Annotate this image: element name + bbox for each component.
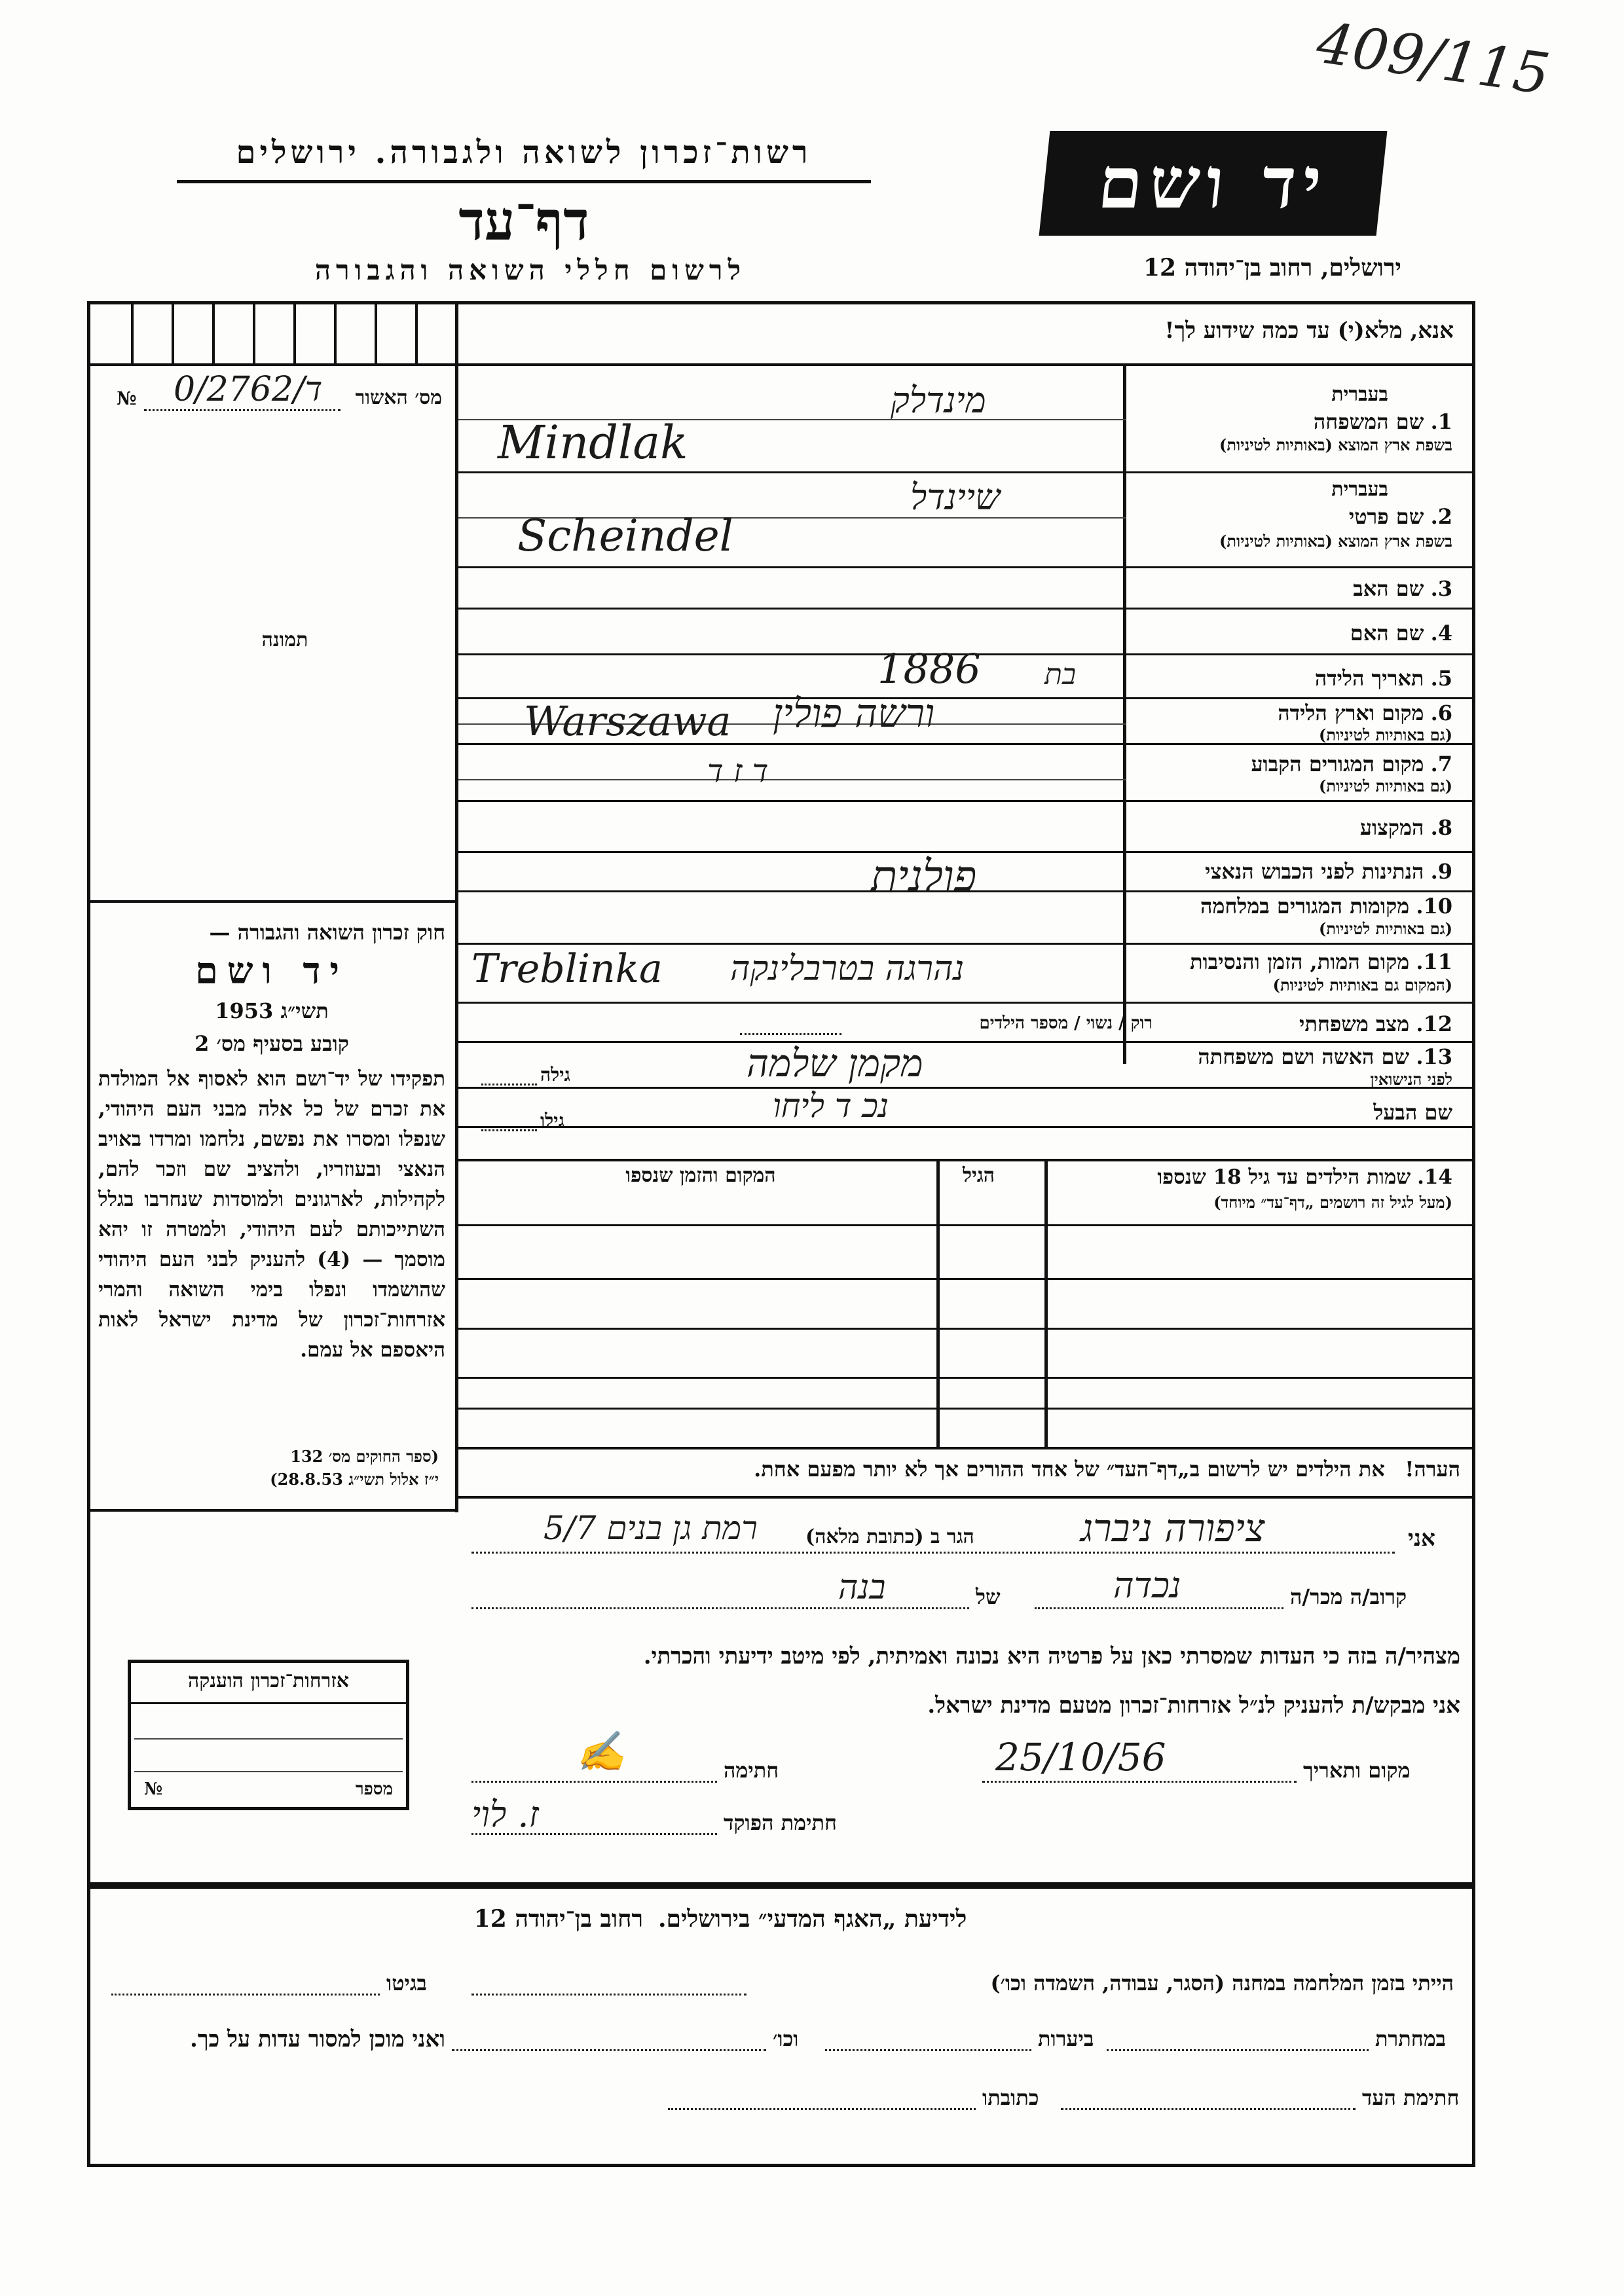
label-column-divider — [1123, 363, 1126, 1064]
field-6-latin-value[interactable]: Warszawa — [524, 697, 731, 745]
declarant-of-value[interactable]: בנה — [838, 1568, 886, 1607]
place-date-label: מקום ותאריך — [1303, 1758, 1411, 1783]
field-7-value[interactable]: ד ז ד — [707, 753, 769, 790]
field-9-label: 9. הנתינות לפני הכבוש הנאצי — [1205, 859, 1452, 884]
signature-label: חתימה — [724, 1758, 779, 1783]
bottom-etc: וכו׳ — [773, 2026, 799, 2051]
bottom-forests: ביערות — [1038, 2026, 1094, 2051]
declarant-of-label: של — [976, 1584, 1001, 1609]
law-year: תשי״ג 1953 — [215, 998, 329, 1023]
field-6-label: 6. מקום וארץ הלידה — [1278, 701, 1452, 725]
field-7-sub: (גם באותיות לטיניות) — [1318, 776, 1452, 795]
field-9-value[interactable]: פולנית — [871, 851, 977, 902]
field-12-options: רוק / נשוי / מספר הילדים — [979, 1013, 1153, 1033]
form-title: דף־עד — [458, 190, 589, 253]
field-13-label: 13. שם האשה ושם משפחתה — [1198, 1044, 1452, 1069]
field-8-label: 8. המקצוע — [1359, 815, 1452, 840]
law-source: (ספר החוקים מס׳ 132 — [290, 1447, 439, 1466]
logo-text: יד ושם — [1094, 142, 1332, 225]
field-1-latin-value[interactable]: Mindlak — [498, 416, 688, 469]
field-2-sub: בשפת ארץ המוצא (באותיות לטיניות) — [1219, 532, 1452, 551]
husband-label: שם הבעל — [1373, 1100, 1452, 1125]
field-1-sub: בשפת ארץ המוצא (באותיות לטיניות) — [1219, 435, 1452, 454]
children-note: הערה! את הילדים יש לרשום ב„דף־העד״ של אחד ההורים אך לא יותר מפעם אחת. — [754, 1457, 1460, 1482]
children-sub: (מעל לגיל זה רושמים „דף־עד״ מיוחד) — [1213, 1193, 1452, 1212]
field-10-sub: (גם באותיות לטיניות) — [1318, 919, 1452, 938]
law-date: י״ז אלול תשי״ג 28.8.53) — [270, 1470, 439, 1489]
field-2-latin-value[interactable]: Scheindel — [517, 511, 733, 561]
field-5-value[interactable]: 1886 — [877, 645, 981, 693]
photo-label: תמונה — [261, 629, 308, 651]
law-title: חוק זכרון השואה והגבורה — — [209, 920, 445, 945]
field-2-hebrew-tag: בעברית — [1331, 478, 1388, 501]
archive-number: 409/115 — [1312, 10, 1554, 108]
form-subtitle: לרשום חללי השואה והגבורה — [314, 254, 747, 286]
children-col-place: המקום והזמן שנספו — [625, 1164, 776, 1187]
clerk-label: חתימת הפוקד — [724, 1810, 837, 1835]
clerk-value: ז. לוי — [471, 1794, 539, 1835]
field-5-label: 5. תאריך הלידה — [1314, 666, 1452, 691]
field-5-prefix: בת — [1044, 658, 1077, 691]
bottom-his-address: כתובתו — [982, 2085, 1039, 2110]
left-column-divider — [455, 301, 458, 1512]
field-11-hebrew-value[interactable]: נהרגה בטרבלינקה — [730, 949, 965, 989]
field-13-sub: לפני הנישואין — [1370, 1070, 1452, 1089]
signature-mark: ✍ — [576, 1729, 625, 1775]
request-text: אני מבקש/ת להעניק לנ״ל אזרחות־זכרון מטעם מדינת ישראל. — [927, 1692, 1460, 1719]
law-text: תפקידו של יד־ושם הוא לאסוף אל המולדת את זכרם של כל אלה מבני העם היהודי, שנפלו ומסרו את נפשם, נלחמו ומרדו באויב הנאצי ובעוזריו, ולהציב שם וזכר להם, לקהילות, לארגונים ולמוסדות שנחרבו בגלל השתייכותם לעם היהודי, ולמטרה זו יהא מוסמך — (4) להעניק לבני העם היהודי שהושמדו ונפלו בימי השואה והמרי אזרחות־זכרון של מדינת ישראל לאות היאספם אל עמם. — [98, 1067, 445, 1362]
authority-title: רשות־זכרון לשואה ולגבורה. ירושלים — [236, 134, 812, 171]
bottom-heading: לידיעת „האגף המדעי״ בירושלים. רחוב בן־יהודה 12 — [473, 1905, 967, 1933]
authority-underline — [177, 180, 871, 183]
certificate-number-label: מספר — [355, 1779, 393, 1799]
field-4-label: 4. שם האם — [1350, 621, 1452, 646]
field-2-label: 2. שם פרטי — [1348, 504, 1452, 529]
approval-no-sign: № — [117, 388, 137, 409]
declarant-resides-label: הגר ב (כתובת מלאה) — [805, 1525, 974, 1548]
field-7-label: 7. מקום המגורים הקבוע — [1251, 752, 1452, 776]
yad-vashem-logo — [1039, 131, 1388, 236]
law-clause: קובע בסעיף מס׳ 2 — [194, 1031, 349, 1056]
declarant-name[interactable]: ציפורה ניברג — [1080, 1506, 1265, 1550]
declarant-relation[interactable]: נכדה — [1113, 1565, 1181, 1606]
field-6-sub: (גם באותיות לטיניות) — [1318, 725, 1452, 744]
certificate-no-sign: № — [144, 1779, 163, 1799]
field-12-label: 12. מצב משפחתי — [1299, 1011, 1452, 1036]
declarant-address[interactable]: רמת גן בנים 5/7 — [544, 1509, 758, 1547]
bottom-witness-sig: חתימת העד — [1362, 2085, 1460, 2110]
declarant-relative-label: קרוב/ה מכר/ה — [1290, 1584, 1407, 1609]
approval-number: 0/2762/ד — [174, 370, 323, 409]
header-address: ירושלים, רחוב בן־יהודה 12 — [1143, 254, 1401, 282]
field-11-sub: (המקום גם באותיות לטיניות) — [1272, 975, 1452, 994]
husband-age-label: גילו — [540, 1110, 564, 1131]
bottom-ready: ואני מוכן למסור עדות על כך. — [190, 2026, 445, 2052]
husband-value[interactable]: נכ ד ליחו — [773, 1087, 889, 1125]
place-date-value[interactable]: 25/10/56 — [995, 1735, 1166, 1779]
field-1-hebrew-value[interactable]: מינדלק — [891, 380, 986, 421]
approval-label: מס׳ האשור — [355, 386, 442, 409]
field-2-hebrew-value[interactable]: שיינדל — [910, 477, 1001, 518]
bottom-line1-start: הייתי בזמן המלחמה במחנה (הסגר, עבודה, השמדה וכו׳) — [990, 1971, 1454, 1995]
bottom-underground: במחתרת — [1375, 2026, 1447, 2051]
field-3-label: 3. שם האב — [1353, 576, 1452, 601]
field-13-value[interactable]: מקמן שלמה — [747, 1041, 923, 1085]
declarant-i-label: אני — [1408, 1525, 1435, 1552]
instruction-text: אנא, מלא(י) עד כמה שידוע לך! — [1164, 318, 1454, 344]
field-10-label: 10. מקומות המגורים במלחמה — [1200, 894, 1452, 919]
field-1-hebrew-tag: בעברית — [1331, 383, 1388, 406]
certificate-title: אזרחות־זכרון הוענקה — [187, 1669, 350, 1692]
field-6-hebrew-value[interactable]: ורשה פולין — [773, 691, 935, 737]
children-title: 14. שמות הילדים עד גיל 18 שנספו — [1157, 1165, 1452, 1189]
field-13-age-label: גילה — [540, 1064, 570, 1085]
field-11-latin-value[interactable]: Treblinka — [471, 946, 663, 992]
field-11-label: 11. מקום המות, הזמן והנסיבות — [1190, 949, 1452, 974]
law-name: יד ושם — [194, 949, 349, 993]
children-col-age: הגיל — [963, 1164, 995, 1187]
declaration-text: מצהיר/ה בזה כי העדות שמסרתי כאן על פרטיה היא נכונה ואמיתית, לפי מיטב ידיעתי והכרתי. — [643, 1643, 1460, 1669]
field-1-label: 1. שם המשפחה — [1313, 409, 1452, 434]
bottom-line1-end: בגיטו — [386, 1971, 427, 1995]
